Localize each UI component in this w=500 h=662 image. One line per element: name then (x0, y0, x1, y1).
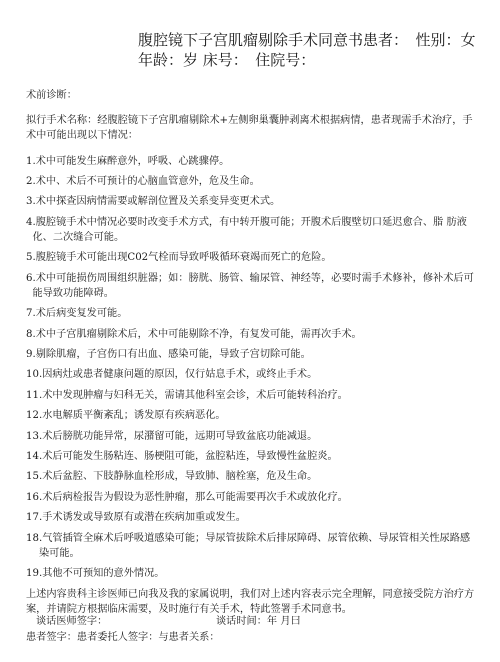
form-title-line: 腹腔镜下子宫肌瘤剔除手术同意书患者： 性别：女 (138, 31, 476, 49)
risk-item (26, 469, 478, 484)
risk-item-number: 18 (26, 532, 39, 544)
risk-item-number: 19 (26, 568, 39, 580)
risk-item-number: 8 (26, 328, 33, 340)
risk-item (26, 174, 478, 189)
risk-item-number: 5 (26, 252, 33, 264)
risk-item-text: .术中可能损伤周围组织脏器；如：膀胱、肠管、输尿管、神经等，必要时需手术修补，修补术后可能导致功能障碍。 (32, 272, 474, 299)
risk-item-text: .其他不可预知的意外情况。 (38, 568, 165, 580)
risk-item (26, 531, 478, 561)
risk-item (26, 490, 478, 505)
risk-item-text: .手术诱发或导致原有或潜在疾病加重或发生。 (38, 512, 246, 524)
risk-item-text: .术中探查因病情需要或解剖位置及关系变异变更术式。 (32, 196, 281, 208)
patient-signature-line: 患者签字：患者委托人签字：与患者关系： (26, 631, 220, 643)
risk-item-number: 13 (26, 430, 39, 442)
risk-item (26, 388, 478, 403)
risk-item-number: 2 (26, 175, 33, 187)
risk-item-number: 11 (26, 389, 39, 401)
risk-item-number: 4 (26, 216, 33, 228)
surgery-name-intro: 拟行手术名称：经腹腔镜下子宫肌瘤剔除术+左侧卵巢囊肿剥离术根据病情，患者现需手术治疗，手术中可能出现以下情况： (26, 114, 473, 141)
risk-item-number: 17 (26, 512, 39, 524)
risk-item-number: 3 (26, 196, 33, 208)
patient-info-line: 年龄：岁 床号： 住院号： (138, 51, 316, 69)
risk-item-number: 7 (26, 308, 33, 320)
risk-item-text: .腹腔镜手术中情况必要时改变手术方式，有中转开腹可能；开腹术后腹壁切口延迟愈合、脂 肪液化、二次缝合可能。 (32, 216, 467, 243)
risk-item-text: .术中子宫肌瘤剔除术后，术中可能剔除不净，有复发可能，需再次手术。 (32, 328, 362, 340)
risk-item-number: 16 (26, 491, 39, 503)
risk-item-number: 15 (26, 471, 39, 483)
risk-item-number: 10 (26, 369, 39, 381)
risk-item (26, 271, 478, 301)
risk-item (26, 250, 478, 265)
preop-diagnosis-label: 术前诊断： (26, 90, 77, 101)
risk-item (26, 510, 478, 525)
risk-item (26, 347, 478, 362)
risk-item (26, 566, 478, 581)
risk-item (26, 429, 478, 444)
risk-item-text: .术后可能发生肠粘连、肠梗阻可能，盆腔粘连，导致慢性盆腔炎。 (38, 450, 338, 462)
risk-item-text: .术后病检报告为假设为恶性肿瘤，那么可能需要再次手术或放化疗。 (38, 491, 348, 503)
risk-item-text: .术中可能发生麻醉意外，呼吸、心跳骤停。 (32, 155, 230, 167)
risk-item (26, 194, 478, 209)
risk-item-number: 12 (26, 410, 39, 422)
doctor-signature-field: 谈话医师签字： (36, 616, 108, 627)
risk-item-text: .剔除肌瘤，子宫伤口有出血、感染可能，导致子宫切除可能。 (32, 349, 311, 361)
risk-item-number: 6 (26, 272, 33, 284)
risk-item-text: .术后病变复发可能。 (32, 308, 128, 320)
talk-time-field: 谈话时间：年 月曰 (216, 616, 301, 627)
risk-item-text: .腹腔镜手术可能出现C02气栓而导致呼吸循环衰竭而死亡的危险。 (32, 252, 332, 264)
risk-item-number: 14 (26, 450, 39, 462)
risk-list (26, 154, 478, 582)
risk-item-text: .术中、术后不可预计的心脑血管意外，危及生命。 (32, 175, 260, 187)
risk-item-text: .水电解质平衡紊乱；诱发原有疾病恶化。 (38, 410, 226, 422)
risk-item-text: .术后盆腔、下肢静脉血栓形成，导致肺、脑栓塞，危及生命。 (38, 471, 318, 483)
risk-item-text: .因病灶或患者健康问题的原因，仅行姑息手术，或终止手术。 (38, 369, 318, 381)
consent-statement: 上述内容贵科主诊医师已向我及我的家属说明，我们对上述内容表示完全理解，同意接受院方治疗方案，并请院方根据临床需要，及时施行有关手术，特此签署手术同意书。 (26, 588, 475, 616)
risk-item (26, 154, 478, 169)
risk-item-number: 9 (26, 349, 33, 361)
risk-item-number: 1 (26, 155, 33, 167)
form-header (138, 30, 488, 70)
risk-item (26, 408, 478, 423)
risk-item-text: .术中发现肿瘤与妇科无关，需请其他科室会诊，术后可能转科治疗。 (38, 389, 348, 401)
risk-item (26, 327, 478, 342)
risk-item (26, 306, 478, 321)
risk-item-text: .气管插管全麻术后呼吸道感染可能；导尿管拔除术后排尿障碍、尿管依赖、导尿管相关性尿路感染可能。 (38, 532, 471, 559)
form-body (26, 88, 478, 645)
risk-item (26, 367, 478, 382)
risk-item (26, 215, 478, 245)
risk-item (26, 449, 478, 464)
risk-item-text: .术后膀胱功能异常，尿潴留可能，远期可导致盆底功能减退。 (38, 430, 318, 442)
